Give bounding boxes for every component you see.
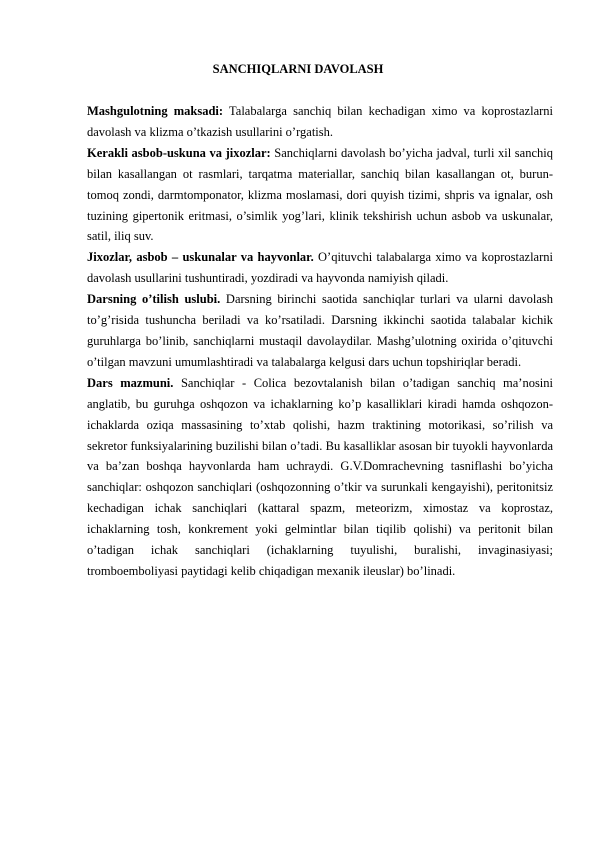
paragraph-heading: Dars mazmuni. xyxy=(87,375,174,390)
paragraph-heading: Kerakli asbob-uskuna va jixozlar: xyxy=(87,145,271,160)
paragraph-equipment xyxy=(87,143,553,248)
paragraph-goal xyxy=(87,101,553,143)
paragraph-text: Sanchiqlarni davolash bo’yicha jadval, turli xil sanchiq bilan kasallangan ot rasmlari, tarqatma materiallar, sanchiq bilan kasallangan ot, burun-tomoq zondi, darmtomponator, klizma moslamasi, dori quyish tizimi, shpris va ignalar, osh tuzining gipertonik eritmasi, o’simlik yog’lari, klinik tekshirish uchun asbob va uskunalar, satil, iliq suv. xyxy=(87,145,553,244)
paragraph-content xyxy=(87,373,553,582)
document-body xyxy=(87,101,553,582)
paragraph-heading: Darsning o’tilish uslubi. xyxy=(87,292,221,307)
paragraph-method xyxy=(87,289,553,373)
page-title: SANCHIQLARNI DAVOLASH xyxy=(212,62,384,76)
paragraph-text: O’qituvchi talabalarga ximo va koprostazlarni davolash usullarini tushuntiradi, yozdiradi va hayvonda namiyish qiladi. xyxy=(87,250,553,286)
paragraph-text: Sanchiqlar - Colica bezovtalanish bilan o’tadigan sanchiq ma’nosini anglatib, bu guruhga oshqozon va ichaklarning ko’p kasalliklari kiradi hamda oshqozon-ichaklarda oziqa massasining to’xtab qolishi, hazm traktining motorikasi, so’rilish va sekretor funksiyalarining buzilishi bilan o’tadi. Bu kasalliklar asosan bir tuyokli hayvonlarda va ba’zan boshqa hayvonlarda ham uchraydi. G.V.Domrachevning tasniflashi bo’yicha sanchiqlar: oshqozon sanchiqlari (oshqozonning o’tkir va surunkali kengayishi), peritonitsiz kechadigan ichak sanchiqlari (kattaral spazm, meteorizm, ximostaz va koprostaz, ichaklarning tosh, konkrement yoki gelmintlar bilan tiqilib qolishi) va peritonit bilan o’tadigan ichak sanchiqlari (ichaklarning tuyulishi, buralishi, invaginasiyasi; tromboemboliyasi paytidagi kelib chiqadigan mexanik ileuslar) bo’linadi. xyxy=(87,375,553,578)
paragraph-text: Talabalarga sanchiq bilan kechadigan ximo va koprostazlarni davolash va klizma o’tkazish usullarini o’rgatish. xyxy=(87,104,554,139)
paragraph-text: Darsning birinchi saotida sanchiqlar turlari va ularni davolash to’g’risida tushuncha beriladi va ko’rsatiladi. Darsning ikkinchi saotida talabalar kichik guruhlarga bo’linib, sanchiqlarni mustaqil davolaydilar. Mashg’ulotning oxirida o’qituvchi o’tilgan mavzuni umumlashtiradi va talabalarga kelgusi dars uchun topshiriqlar beradi. xyxy=(87,292,553,369)
paragraph-heading: Jixozlar, asbob – uskunalar va hayvonlar. xyxy=(87,250,314,265)
paragraph-tools-animals xyxy=(87,247,553,289)
paragraph-heading: Mashgulotning maksadi: xyxy=(87,104,224,118)
